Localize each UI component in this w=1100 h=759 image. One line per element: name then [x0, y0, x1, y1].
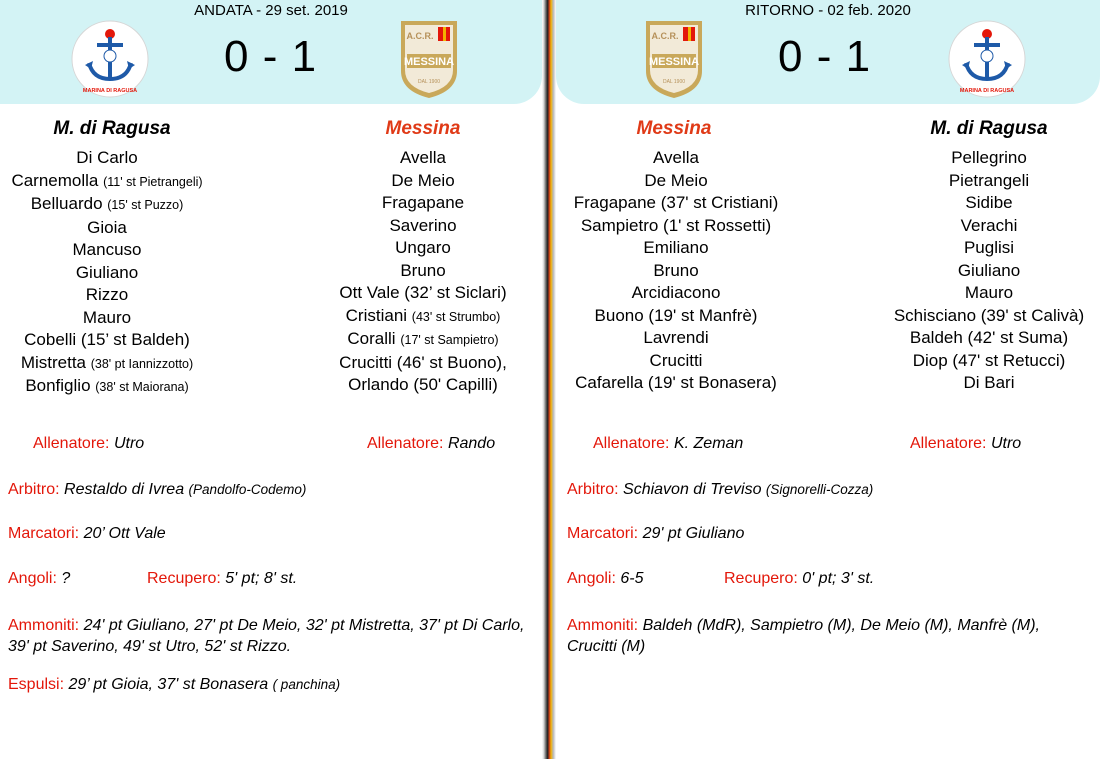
- messina-logo-year: DAL 1900: [662, 79, 686, 85]
- player-row: Gioia: [87, 217, 127, 237]
- andata-away-coach: Allenatore: Rando: [367, 435, 496, 452]
- player-row: Rizzo: [85, 285, 129, 304]
- player-row: Diop (47' st Retucci): [912, 350, 1066, 370]
- ritorno-referee: Arbitro: Schiavon di Treviso (Signorelli-Cozza): [567, 481, 874, 498]
- player-row: Mauro: [964, 283, 1014, 302]
- player-row: Di Bari: [963, 373, 1015, 392]
- player-row: Bonfiglio (38' st Maiorana): [25, 376, 189, 395]
- andata-home-lineup: [2, 147, 212, 399]
- andata-home-coach: Allenatore: Utro: [33, 435, 145, 452]
- panel-divider: [542, 0, 556, 759]
- player-row: Pellegrino: [951, 148, 1027, 167]
- player-row: Arcidiacono: [631, 283, 721, 302]
- player-row: Bruno: [400, 260, 446, 280]
- player-row: Belluardo (15' st Puzzo): [30, 194, 184, 213]
- ritorno-away-team: M. di Ragusa: [930, 118, 1048, 139]
- ritorno-away-coach: Allenatore: Utro: [910, 435, 1022, 452]
- messina-logo-name: MESSINA: [648, 56, 700, 68]
- player-row: Crucitti (46' st Buono),: [339, 352, 507, 372]
- player-row: Mauro: [82, 307, 132, 327]
- player-row: Cristiani (43' st Strumbo): [345, 305, 501, 325]
- messina-logo-name: MESSINA: [403, 56, 455, 68]
- andata-referee: Arbitro: Restaldo di Ivrea (Pandolfo-Codemo): [8, 481, 307, 498]
- ritorno-booked: Ammoniti: Baldeh (MdR), Sampietro (M), De Meio (M), Manfrè (M), Crucitti (M): [567, 617, 1040, 655]
- player-row: Giuliano: [957, 260, 1021, 280]
- player-row: Sidibe: [965, 193, 1013, 212]
- messina-logo: [643, 19, 705, 99]
- player-row: Sampietro (1' st Rossetti): [580, 215, 772, 235]
- player-row: Orlando (50' Capilli): [348, 375, 498, 394]
- ritorno-score: 0 - 1: [778, 32, 872, 81]
- player-row: Emiliano: [643, 238, 709, 257]
- andata-recovery: Recupero: 5' pt; 8' st.: [147, 570, 298, 587]
- player-row: Mistretta (38' pt Iannizzotto): [20, 352, 194, 372]
- ritorno-recovery: Recupero: 0' pt; 3' st.: [724, 570, 875, 587]
- andata-title: ANDATA - 29 set. 2019: [194, 2, 348, 19]
- marina-logo-text: MARINA DI RAGUSA: [959, 88, 1015, 94]
- ritorno-home-lineup: [556, 147, 796, 395]
- ritorno-corners: Angoli: 6-5: [567, 570, 644, 587]
- player-row: Verachi: [960, 215, 1018, 235]
- player-row: Pietrangeli: [948, 170, 1030, 190]
- ritorno-home-team: Messina: [636, 118, 712, 139]
- player-row: Buono (19' st Manfrè): [594, 305, 758, 325]
- player-row: Ungaro: [395, 238, 451, 257]
- marina-di-ragusa-logo: [946, 19, 1028, 99]
- player-row: Giuliano: [75, 262, 139, 282]
- andata-home-team: M. di Ragusa: [53, 118, 171, 139]
- player-row: Carnemolla (11' st Pietrangeli): [11, 170, 203, 190]
- andata-scorers: Marcatori: 20’ Ott Vale: [8, 525, 166, 542]
- ritorno-away-lineup: [874, 147, 1100, 395]
- messina-logo-top: A.C.R.: [651, 31, 679, 41]
- andata-score: 0 - 1: [224, 32, 318, 81]
- player-row: Baldeh (42' st Suma): [909, 328, 1069, 347]
- player-row: De Meio: [644, 170, 708, 190]
- andata-away-team: Messina: [385, 118, 461, 139]
- ritorno-title: RITORNO - 02 feb. 2020: [745, 2, 911, 19]
- andata-sent-off: Espulsi: 29’ pt Gioia, 37' st Bonasera ( panchina): [8, 676, 341, 693]
- messina-logo: [398, 19, 460, 99]
- andata-header: [0, 0, 542, 104]
- player-row: Mancuso: [72, 240, 142, 259]
- ritorno-scorers: Marcatori: 29' pt Giuliano: [567, 525, 745, 542]
- marina-di-ragusa-logo: [69, 19, 151, 99]
- player-row: Bruno: [653, 260, 699, 280]
- player-row: Di Carlo: [76, 148, 138, 167]
- player-row: Ott Vale (32’ st Siclari): [339, 283, 507, 302]
- player-row: Fragapane (37' st Cristiani): [573, 193, 779, 212]
- player-row: Saverino: [389, 215, 457, 235]
- marina-logo-text: MARINA DI RAGUSA: [82, 88, 138, 94]
- ritorno-home-coach: Allenatore: K. Zeman: [593, 435, 744, 452]
- messina-logo-year: DAL 1900: [417, 79, 441, 85]
- player-row: Avella: [653, 148, 699, 167]
- player-row: Fragapane: [381, 193, 465, 212]
- player-row: Avella: [400, 148, 446, 167]
- player-row: Coralli (17' st Sampietro): [347, 329, 499, 348]
- messina-logo-top: A.C.R.: [406, 31, 434, 41]
- ritorno-header: [556, 0, 1100, 104]
- player-row: Cafarella (19' st Bonasera): [575, 373, 777, 392]
- andata-corners: Angoli: ?: [8, 570, 71, 587]
- andata-away-lineup: [318, 147, 528, 397]
- player-row: Lavrendi: [643, 328, 709, 347]
- andata-panel: [0, 0, 542, 759]
- player-row: Puglisi: [963, 238, 1015, 257]
- player-row: Cobelli (15’ st Baldeh): [24, 330, 190, 349]
- player-row: Crucitti: [649, 350, 703, 370]
- andata-booked: Ammoniti: 24' pt Giuliano, 27' pt De Meio, 32' pt Mistretta, 37' pt Di Carlo, 39' pt Saverino, 49' st Utro, 52' st Rizzo.: [8, 617, 525, 655]
- player-row: Schisciano (39' st Calivà): [893, 305, 1085, 325]
- ritorno-panel: [556, 0, 1100, 759]
- player-row: De Meio: [391, 170, 455, 190]
